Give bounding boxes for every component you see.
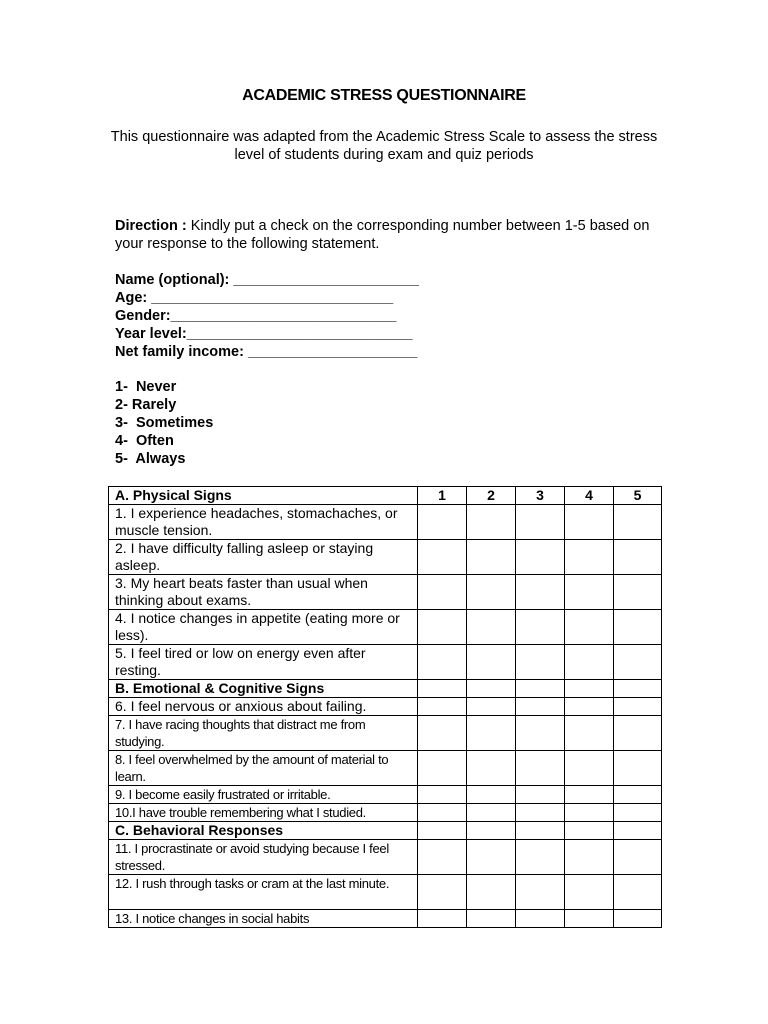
section-header-row [109,680,662,698]
table-row [109,786,662,804]
statement-cell: 5. I feel tired or low on energy even after resting. [109,645,418,680]
scale-item-always: 5- Always [115,451,186,467]
rating-cell-4[interactable] [565,575,614,610]
table-row [109,840,662,875]
table-row [109,575,662,610]
rating-cell-3[interactable] [516,698,565,716]
rating-cell-3[interactable] [516,505,565,540]
rating-cell-3[interactable] [516,751,565,786]
rating-cell-1[interactable] [418,610,467,645]
column-header-5: 5 [614,487,662,505]
statement-cell: 11. I procrastinate or avoid studying because I feel stressed. [109,840,418,875]
section-heading: C. Behavioral Responses [109,822,418,840]
table-row [109,645,662,680]
rating-cell-2[interactable] [467,875,516,910]
table-row [109,910,662,928]
column-header-2: 2 [467,487,516,505]
rating-cell-5[interactable] [614,610,662,645]
direction-paragraph [115,217,665,253]
rating-cell-3[interactable] [516,910,565,928]
rating-cell-1[interactable] [418,804,467,822]
rating-cell-2[interactable] [467,610,516,645]
section-heading: B. Emotional & Cognitive Signs [109,680,418,698]
respondent-fields [115,271,419,361]
rating-cell-3[interactable] [516,716,565,751]
rating-cell-5[interactable] [614,645,662,680]
rating-cell-1[interactable] [418,786,467,804]
rating-cell-5[interactable] [614,575,662,610]
rating-cell-5[interactable] [614,716,662,751]
statement-cell: 6. I feel nervous or anxious about failing. [109,698,418,716]
rating-cell-2[interactable] [467,540,516,575]
table-row [109,716,662,751]
rating-cell-2[interactable] [467,786,516,804]
rating-cell-2[interactable] [467,910,516,928]
rating-cell-2[interactable] [467,645,516,680]
column-header-1: 1 [418,487,467,505]
scale-item-often: 4- Often [115,433,174,449]
rating-cell-3[interactable] [516,840,565,875]
direction-label: Direction : [115,218,187,234]
rating-cell-4[interactable] [565,505,614,540]
rating-cell-2[interactable] [467,840,516,875]
table-row [109,804,662,822]
rating-cell-3[interactable] [516,610,565,645]
rating-cell-3[interactable] [516,645,565,680]
rating-cell-2[interactable] [467,575,516,610]
statement-cell: 9. I become easily frustrated or irritable. [109,786,418,804]
rating-cell-1[interactable] [418,751,467,786]
questionnaire-table [108,486,662,928]
column-header-4: 4 [565,487,614,505]
rating-cell-5[interactable] [614,505,662,540]
rating-cell-1[interactable] [418,875,467,910]
scale-item-never: 1- Never [115,379,177,395]
page-title: ACADEMIC STRESS QUESTIONNAIRE [242,87,526,104]
statement-cell: 7. I have racing thoughts that distract me from studying. [109,716,418,751]
statement-cell: 8. I feel overwhelmed by the amount of material to learn. [109,751,418,786]
statement-cell: 2. I have difficulty falling asleep or staying asleep. [109,540,418,575]
table-row [109,875,662,910]
rating-cell-2[interactable] [467,804,516,822]
rating-cell-1[interactable] [418,716,467,751]
rating-cell-4[interactable] [565,786,614,804]
rating-cell-4[interactable] [565,910,614,928]
table-row [109,505,662,540]
rating-cell-3[interactable] [516,575,565,610]
table-row [109,540,662,575]
rating-cell-3[interactable] [516,875,565,910]
rating-cell-1[interactable] [418,505,467,540]
scale-item-sometimes: 3- Sometimes [115,415,214,431]
statement-cell: 1. I experience headaches, stomachaches, or muscle tension. [109,505,418,540]
rating-cell-4[interactable] [565,698,614,716]
rating-cell-4[interactable] [565,610,614,645]
rating-cell-1[interactable] [418,910,467,928]
rating-cell-3[interactable] [516,804,565,822]
rating-cell-5[interactable] [614,840,662,875]
rating-cell-4[interactable] [565,751,614,786]
statement-cell: 10.I have trouble remembering what I studied. [109,804,418,822]
rating-cell-2[interactable] [467,698,516,716]
age-field[interactable]: Age: ______________________________ [115,290,394,306]
rating-cell-1[interactable] [418,540,467,575]
year-level-field[interactable]: Year level:____________________________ [115,326,413,342]
column-header-3: 3 [516,487,565,505]
table-row [109,698,662,716]
section-header-row [109,822,662,840]
rating-cell-2[interactable] [467,716,516,751]
rating-cell-5[interactable] [614,751,662,786]
statement-cell: 4. I notice changes in appetite (eating more or less). [109,610,418,645]
rating-cell-1[interactable] [418,698,467,716]
rating-cell-5[interactable] [614,875,662,910]
name-field[interactable]: Name (optional): _______________________ [115,272,419,288]
rating-cell-5[interactable] [614,804,662,822]
rating-cell-5[interactable] [614,540,662,575]
rating-cell-4[interactable] [565,804,614,822]
rating-cell-3[interactable] [516,540,565,575]
statement-cell: 12. I rush through tasks or cram at the last minute. [109,875,418,910]
rating-cell-3[interactable] [516,786,565,804]
direction-text: Kindly put a check on the corresponding number between 1-5 based on your response to the following statement. [115,218,650,252]
rating-cell-1[interactable] [418,645,467,680]
rating-cell-4[interactable] [565,716,614,751]
rating-scale-legend [115,378,213,468]
rating-cell-5[interactable] [614,910,662,928]
rating-cell-4[interactable] [565,875,614,910]
table-row [109,751,662,786]
statement-cell: 13. I notice changes in social habits [109,910,418,928]
section-header-row [109,487,662,505]
rating-cell-4[interactable] [565,840,614,875]
rating-cell-5[interactable] [614,786,662,804]
rating-cell-2[interactable] [467,751,516,786]
gender-field[interactable]: Gender:____________________________ [115,308,397,324]
intro-text: This questionnaire was adapted from the Academic Stress Scale to assess the stress level of students during exam and quiz periods [110,129,658,163]
rating-cell-4[interactable] [565,645,614,680]
rating-cell-4[interactable] [565,540,614,575]
scale-item-rarely: 2- Rarely [115,397,177,413]
rating-cell-1[interactable] [418,575,467,610]
rating-cell-5[interactable] [614,698,662,716]
net-family-income-field[interactable]: Net family income: _____________________ [115,344,418,360]
rating-cell-1[interactable] [418,840,467,875]
statement-cell: 3. My heart beats faster than usual when thinking about exams. [109,575,418,610]
table-row [109,610,662,645]
section-heading: A. Physical Signs [109,487,418,505]
rating-cell-2[interactable] [467,505,516,540]
